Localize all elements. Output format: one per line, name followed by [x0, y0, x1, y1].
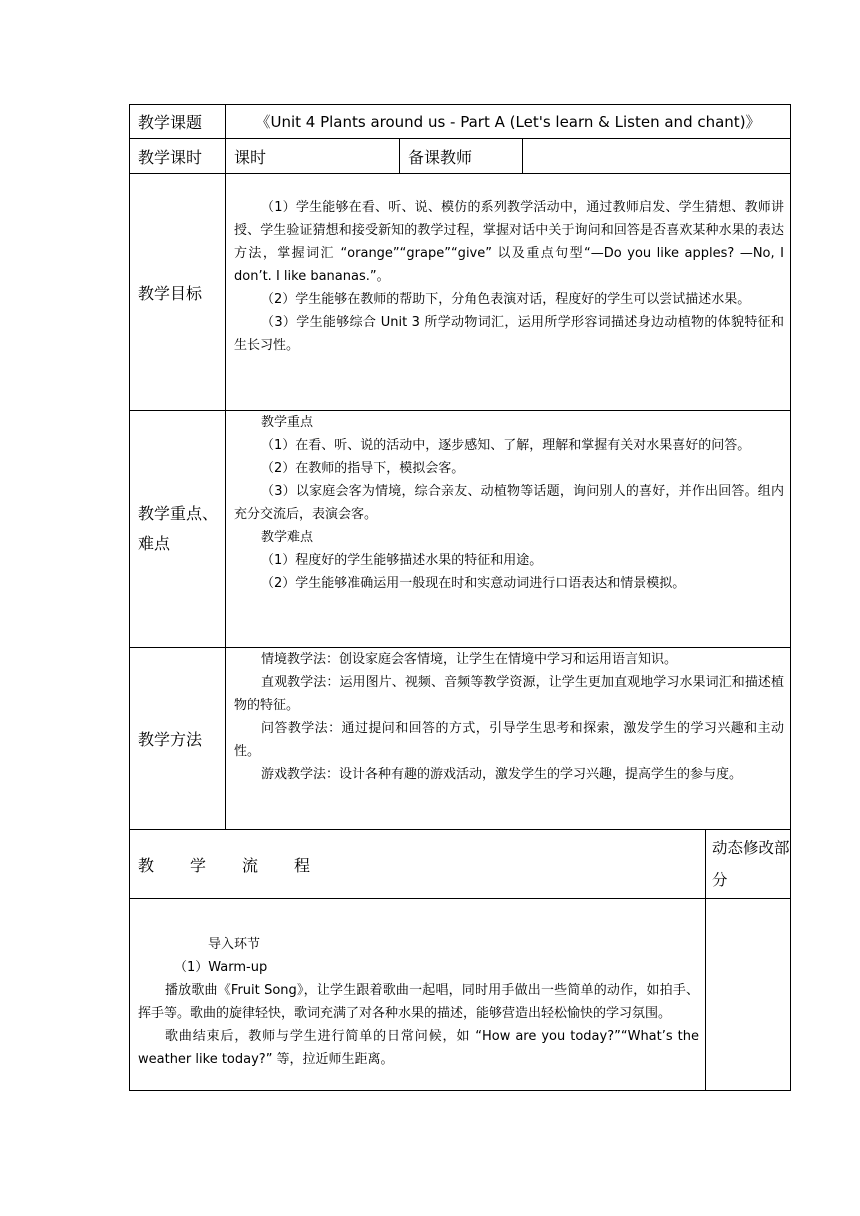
method-2: 直观教学法：运用图片、视频、音频等教学资源，让学生更加直观地学习水果词汇和描述植物的特征。	[234, 675, 785, 713]
teacher-value	[523, 139, 791, 174]
keypoint-heading-1: 教学重点	[261, 415, 314, 430]
keypoint-2: （2）在教师的指导下，模拟会客。	[261, 461, 465, 476]
teacher-label: 备课教师	[400, 139, 523, 174]
methods-label: 教学方法	[130, 648, 226, 830]
method-1: 情境教学法：创设家庭会客情境，让学生在情境中学习和运用语言知识。	[261, 652, 678, 667]
dynamic-cell	[706, 899, 791, 1091]
row-keypoints	[130, 411, 791, 648]
row-topic	[130, 105, 791, 139]
objective-1: （1）学生能够在看、听、说、模仿的系列教学活动中，通过教师启发、学生猜想、教师讲授、学生验证猜想和接受新知的教学过程，掌握对话中关于询问和回答是否喜欢某种水果的表达方法，掌握词汇 “orange”“grape”“give” 以及重点句型“—Do you like apples? —No, I don’t. I like bananas.”。	[234, 200, 785, 284]
objectives-cell	[226, 174, 791, 411]
lesson-plan-table	[129, 104, 791, 1091]
flow-content-cell	[130, 899, 706, 1091]
row-objectives	[130, 174, 791, 411]
objectives-label: 教学目标	[130, 174, 226, 411]
keypoint-4: （1）程度好的学生能够描述水果的特征和用途。	[261, 553, 543, 568]
period-value: 课时	[226, 139, 400, 174]
flow-label	[130, 830, 706, 899]
row-flow-content	[130, 899, 791, 1091]
topic-value: 《Unit 4 Plants around us - Part A (Let's learn & Listen and chant)》	[226, 105, 791, 139]
period-label: 教学课时	[130, 139, 226, 174]
flow-char-4: 程	[294, 855, 311, 875]
flow-step-title: （1）Warm-up	[174, 960, 268, 975]
keypoint-3: （3）以家庭会客为情境，综合亲友、动植物等话题，询问别人的喜好，并作出回答。组内充分交流后，表演会客。	[234, 484, 785, 522]
methods-cell	[226, 648, 791, 830]
flow-char-2: 学	[190, 855, 207, 875]
flow-paragraph-2: 歌曲结束后，教师与学生进行简单的日常问候，如 “How are you today?”“What’s the weather like today?” 等，拉近师生距离。	[138, 1029, 699, 1067]
keypoint-5: （2）学生能够准确运用一般现在时和实意动词进行口语表达和情景模拟。	[261, 576, 686, 591]
objective-3: （3）学生能够综合 Unit 3 所学动物词汇，运用所学形容词描述身边动植物的体貌特征和生长习性。	[234, 315, 785, 353]
flow-paragraph-1: 播放歌曲《Fruit Song》，让学生跟着歌曲一起唱，同时用手做出一些简单的动作，如拍手、挥手等。歌曲的旋律轻快，歌词充满了对各种水果的描述，能够营造出轻松愉快的学习氛围。	[138, 983, 699, 1021]
dynamic-label: 动态修改部分	[706, 830, 791, 899]
flow-section-title: 导入环节	[208, 937, 261, 952]
row-methods	[130, 648, 791, 830]
keypoint-1: （1）在看、听、说的活动中，逐步感知、了解，理解和掌握有关对水果喜好的问答。	[261, 438, 751, 453]
flow-char-1: 教	[138, 855, 155, 875]
method-3: 问答教学法：通过提问和回答的方式，引导学生思考和探索，激发学生的学习兴趣和主动性。	[234, 721, 785, 759]
method-4: 游戏教学法：设计各种有趣的游戏活动，激发学生的学习兴趣，提高学生的参与度。	[261, 767, 743, 782]
row-flow-header	[130, 830, 791, 899]
flow-char-3: 流	[242, 855, 259, 875]
objective-2: （2）学生能够在教师的帮助下，分角色表演对话，程度好的学生可以尝试描述水果。	[261, 292, 751, 307]
row-period	[130, 139, 791, 174]
keypoints-label: 教学重点、难点	[130, 411, 226, 648]
keypoint-heading-2: 教学难点	[261, 530, 314, 545]
topic-label: 教学课题	[130, 105, 226, 139]
keypoints-cell	[226, 411, 791, 648]
